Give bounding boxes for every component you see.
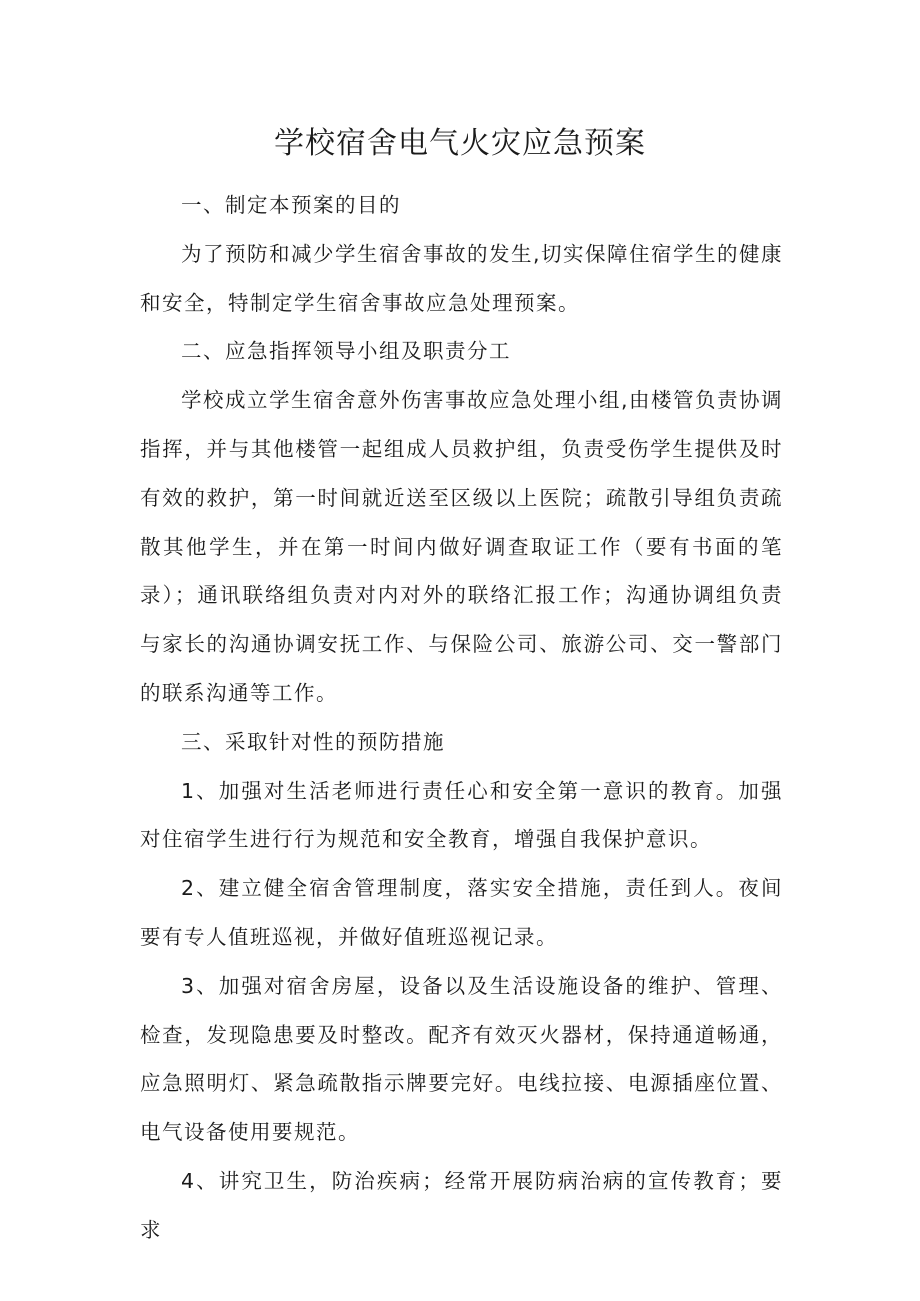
paragraph-measure-2: 2、建立健全宿舍管理制度，落实安全措施，责任到人。夜间要有专人值班巡视，并做好值班巡视记录。	[140, 876, 783, 949]
section-heading-leadership: 二、应急指挥领导小组及职责分工	[181, 339, 511, 364]
section-heading-measures: 三、采取针对性的预防措施	[181, 729, 445, 754]
paragraph-measure-4: 4、讲究卫生，防治疾病；经常开展防病治病的宣传教育；要求	[140, 1168, 783, 1242]
document-body	[140, 181, 783, 1255]
paragraph-purpose: 为了预防和减少学生宿舍事故的发生,切实保障住宿学生的健康和安全，特制定学生宿舍事故应急处理预案。	[140, 241, 784, 315]
paragraph-measure-1: 1、加强对生活老师进行责任心和安全第一意识的教育。加强对住宿学生进行行为规范和安全教育，增强自我保护意识。	[140, 778, 783, 852]
paragraph-leadership: 学校成立学生宿舍意外伤害事故应急处理小组,由楼管负责协调指挥，并与其他楼管一起组成人员救护组，负责受伤学生提供及时有效的救护，第一时间就近送至区级以上医院；疏散引导组负责疏散其他学生，并在第一时间内做好调查取证工作（要有书面的笔录）；通讯联络组负责对内对外的联络汇报工作；沟通协调组负责与家长的沟通协调安抚工作、与保险公司、旅游公司、交一警部门的联系沟通等工作。	[140, 388, 784, 705]
paragraph-measure-3: 3、加强对宿舍房屋，设备以及生活设施设备的维护、管理、检查，发现隐患要及时整改。配齐有效灭火器材，保持通道畅通，应急照明灯、紧急疏散指示牌要完好。电线拉接、电源插座位置、电气设备使用要规范。	[140, 973, 783, 1145]
document-title: 学校宿舍电气火灾应急预案	[274, 126, 646, 161]
section-heading-purpose: 一、制定本预案的目的	[181, 193, 401, 217]
